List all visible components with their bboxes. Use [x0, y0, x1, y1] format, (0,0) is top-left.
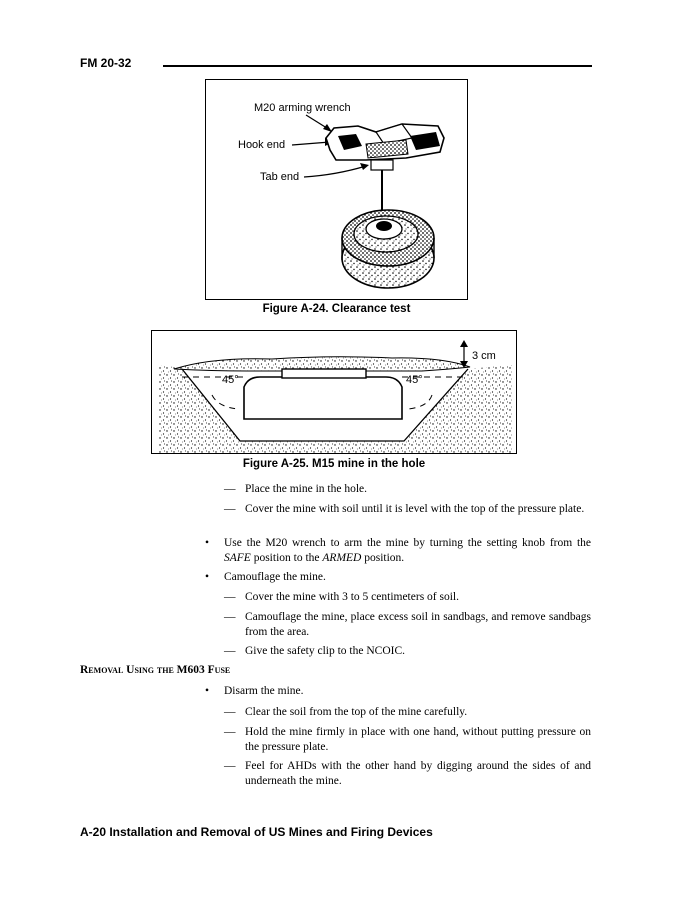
dash-marker: — [224, 706, 236, 718]
list-item: Hold the mine firmly in place with one hand, without putting pressure on the pressure plate. [245, 726, 591, 753]
list-item: Cover the mine with soil until it is level with the top of the pressure plate. [245, 503, 585, 515]
dash-marker: — [224, 645, 236, 657]
list-item: Give the safety clip to the NCOIC. [245, 645, 406, 657]
figure-a24-caption: Figure A-24. Clearance test [262, 303, 411, 315]
list-item: Disarm the mine. [224, 685, 304, 697]
dash-marker: — [224, 611, 236, 623]
label-angle-right: 45° [406, 374, 423, 386]
list-item: Place the mine in the hole. [245, 483, 367, 495]
dash-marker: — [224, 503, 236, 515]
header-rule [163, 65, 592, 67]
label-hook-end: Hook end [238, 139, 286, 151]
label-angle-left: 45° [222, 374, 239, 386]
bullet-marker: • [205, 537, 210, 549]
dash-marker: — [224, 760, 236, 772]
list-item: Cover the mine with 3 to 5 centimeters of soil. [245, 591, 459, 603]
page-header-label: FM 20-32 [80, 56, 132, 70]
label-tab-end: Tab end [260, 171, 300, 183]
list-item: Use the M20 wrench to arm the mine by turning the setting knob from the SAFE position to the ARMED position. [224, 537, 591, 564]
list-item: Camouflage the mine, place excess soil in sandbags, and remove sandbags from the area. [245, 611, 591, 638]
label-depth-3cm: 3 cm [472, 350, 496, 362]
dash-marker: — [224, 591, 236, 603]
figure-a25-frame [151, 330, 517, 454]
list-item: Camouflage the mine. [224, 571, 326, 583]
page-footer: A-20 Installation and Removal of US Mines and Firing Devices [80, 825, 433, 839]
list-item: Clear the soil from the top of the mine carefully. [245, 706, 468, 718]
m20-wrench-drawing [326, 124, 444, 170]
dash-marker: — [224, 483, 236, 495]
m15-mine-drawing [342, 210, 434, 288]
figure-a25-illustration [152, 331, 517, 454]
bullet-marker: • [205, 571, 210, 583]
figure-a25-caption: Figure A-25. M15 mine in the hole [242, 458, 426, 470]
label-m20-arming-wrench: M20 arming wrench [254, 102, 351, 114]
bullet-marker: • [205, 685, 210, 697]
section-heading: Removal Using the M603 Fuse [80, 664, 231, 676]
dash-marker: — [224, 726, 236, 738]
figure-a24-frame [205, 79, 468, 300]
figure-a24-illustration [206, 80, 468, 300]
list-item: Feel for AHDs with the other hand by digging around the sides of and underneath the mine. [245, 760, 591, 787]
